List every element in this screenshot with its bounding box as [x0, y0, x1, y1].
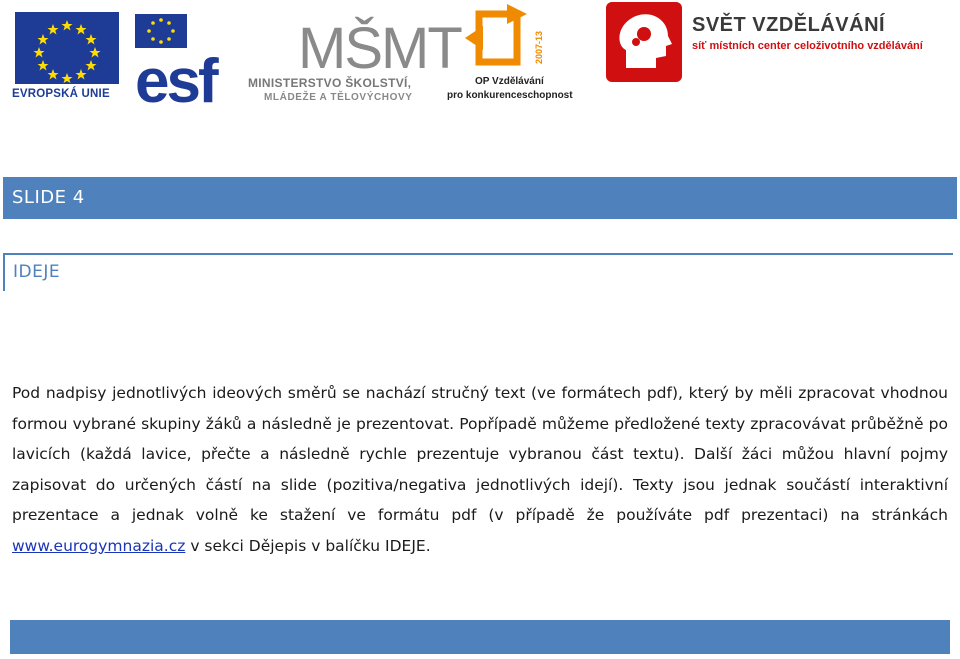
section-title: IDEJE	[13, 262, 61, 282]
svet-title: SVĚT VZDĚLÁVÁNÍ	[692, 14, 886, 36]
head-profile-icon	[606, 2, 682, 82]
msmt-mark-icon	[248, 10, 461, 81]
eu-flag-icon	[15, 12, 119, 84]
description-paragraph	[12, 378, 948, 561]
op-caption-2: pro konkurenceschopnost	[447, 90, 573, 101]
svet-subtitle: síť místních center celoživotního vzdělávání	[692, 40, 923, 52]
op-mark-icon	[447, 4, 587, 76]
svg-text:2007-13: 2007-13	[534, 30, 544, 64]
op-caption-1: OP Vzdělávání	[475, 76, 544, 87]
esf-logo	[135, 14, 240, 116]
op-logo	[447, 4, 587, 104]
slide-title-bar	[3, 177, 957, 219]
svet-vzdelavani-logo	[606, 2, 956, 84]
msmt-caption-1: MINISTERSTVO ŠKOLSTVÍ,	[248, 76, 412, 90]
svg-text:MŠMT: MŠMT	[298, 16, 461, 81]
paragraph-text: Pod nadpisy jednotlivých ideových směrů se nachází stručný text (ve formátech pdf), který by měli zpracovat vhodnou formou vybrané skupiny žáků a následně je prezentovat. Popřípadě můžeme předložené texty zpracovávat průběžně po lavicích (každá lavice, přečte a následně rychle prezentuje vybranou část textu). Další žáci můžou hlavní pojmy zapisovat do určených částí na slide (pozitiva/negativa jednotlivých idejí). Texty jsou jednak součástí interaktivní prezentace a jednak volně ke stažení ve formátu pdf (v případě že používáte pdf prezentaci) na stránkách	[12, 384, 948, 524]
slide-title: SLIDE 4	[12, 187, 85, 208]
eurogymnazia-link[interactable]: www.eurogymnazia.cz	[12, 536, 186, 555]
logo-bar	[0, 0, 960, 116]
footer-bar	[10, 620, 950, 654]
section-heading	[3, 253, 953, 291]
eu-caption: EVROPSKÁ UNIE	[12, 88, 110, 100]
svg-text:esf: esf	[135, 47, 216, 116]
msmt-caption-2: MLÁDEŽE A TĚLOVÝCHOVY	[264, 92, 413, 103]
msmt-logo	[248, 10, 461, 105]
eu-logo	[12, 12, 122, 104]
paragraph-text-end: v sekci Dějepis v balíčku IDEJE.	[190, 536, 431, 555]
esf-mark-icon	[135, 14, 240, 116]
